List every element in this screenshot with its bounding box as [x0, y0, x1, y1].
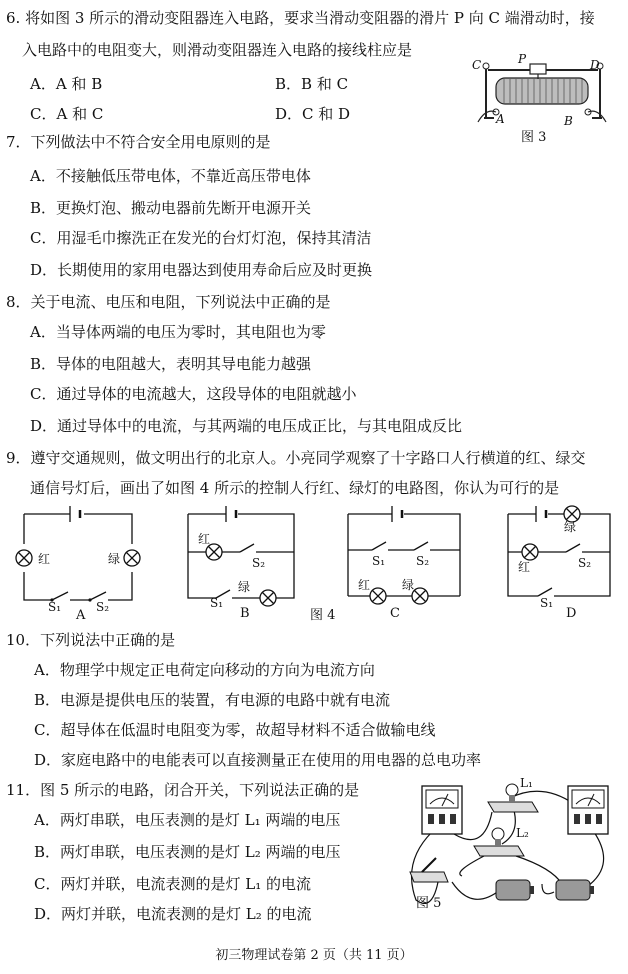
q9-stem-line2: 通信号灯后，画出了如图 4 所示的控制人行红、绿灯的电路图，你认为可行的是 — [30, 479, 560, 497]
q6-option-a: A．A 和 B — [30, 75, 103, 93]
rheostat-label-d: D — [590, 58, 600, 72]
q8-stem: 8．关于电流、电压和电阻，下列说法中正确的是 — [6, 293, 331, 311]
page-footer: 初三物理试卷第 2 页（共 11 页） — [215, 948, 413, 963]
circuit-a-diagram — [8, 504, 158, 624]
figure-4-circuits — [8, 504, 620, 624]
circuit-d-letter: D — [566, 606, 577, 621]
figure-3-caption: 图 3 — [521, 130, 547, 145]
circuit-c-green-label: 绿 — [402, 578, 415, 592]
figure-5-circuit — [392, 772, 622, 922]
q7-option-d: D．长期使用的家用电器达到使用寿命后应及时更换 — [30, 261, 373, 279]
circuit-c-red-label: 红 — [358, 578, 371, 592]
circuit-b-letter: B — [240, 606, 250, 621]
q11-option-a: A．两灯串联，电压表测的是灯 L₁ 两端的电压 — [34, 811, 341, 829]
rheostat-label-a: A — [496, 112, 505, 126]
q10-stem: 10．下列说法中正确的是 — [6, 631, 176, 649]
q7-stem: 7．下列做法中不符合安全用电原则的是 — [6, 133, 271, 151]
rheostat-label-p: P — [518, 52, 527, 66]
circuit-c-s1-label: S₁ — [372, 554, 386, 568]
rheostat-label-c: C — [472, 58, 482, 72]
q6-stem-line1: 6. 将如图 3 所示的滑动变阻器连入电路，要求当滑动变阻器的滑片 P 向 C 端滑动时，接 — [6, 9, 595, 27]
circuit-d-s2-label: S₂ — [578, 556, 592, 570]
q8-option-b: B．导体的电阻越大，表明其导电能力越强 — [30, 355, 312, 373]
circuit-c-diagram — [342, 504, 472, 624]
circuit-d-green-label: 绿 — [564, 520, 577, 534]
circuit-a-s1-label: S₁ — [48, 600, 62, 614]
q8-option-d: D．通过导体中的电流，与其两端的电压成正比，与其电阻成反比 — [30, 417, 463, 435]
q6-option-d: D．C 和 D — [275, 105, 351, 123]
q10-option-b: B．电源是提供电压的装置，有电源的电路中就有电流 — [34, 691, 391, 709]
circuit-a-red-label: 红 — [38, 552, 51, 566]
circuit-c-letter: C — [390, 606, 400, 621]
q11-stem: 11．图 5 所示的电路，闭合开关，下列说法正确的是 — [6, 781, 360, 799]
q7-option-c: C．用湿毛巾擦洗正在发光的台灯灯泡，保持其清洁 — [30, 229, 372, 247]
q10-option-c: C．超导体在低温时电阻变为零，故超导材料不适合做输电线 — [34, 721, 436, 739]
lamp-l1-label: L₁ — [520, 776, 533, 790]
circuit-a-s2-label: S₂ — [96, 600, 110, 614]
q8-option-c: C．通过导体的电流越大，这段导体的电阻就越小 — [30, 385, 357, 403]
q6-stem-line2: 入电路中的电阻变大，则滑动变阻器连入电路的接线柱应是 — [22, 41, 413, 59]
circuit-a-letter: A — [76, 608, 86, 623]
circuit-b-red-label: 红 — [198, 532, 211, 546]
q11-option-d: D．两灯并联，电流表测的是灯 L₂ 的电流 — [34, 905, 312, 923]
q10-option-d: D．家庭电路中的电能表可以直接测量正在使用的用电器的总电功率 — [34, 751, 482, 769]
q6-option-b: B．B 和 C — [275, 75, 349, 93]
rheostat-label-b: B — [564, 114, 573, 128]
q7-option-a: A．不接触低压带电体，不靠近高压带电体 — [30, 167, 311, 185]
circuit-b-s2-label: S₂ — [252, 556, 266, 570]
q7-option-b: B．更换灯泡、搬动电器前先断开电源开关 — [30, 199, 312, 217]
circuit-d-red-label: 红 — [518, 560, 531, 574]
q11-option-c: C．两灯并联，电流表测的是灯 L₁ 的电流 — [34, 875, 311, 893]
q8-option-a: A．当导体两端的电压为零时，其电阻也为零 — [30, 323, 326, 341]
q9-stem-line1: 9．遵守交通规则，做文明出行的北京人。小亮同学观察了十字路口人行横道的红、绿交 — [6, 449, 586, 467]
circuit-a-green-label: 绿 — [108, 552, 121, 566]
circuit-d-s1-label: S₁ — [540, 596, 554, 610]
q6-option-c: C．A 和 C — [30, 105, 104, 123]
figure-3-rheostat — [466, 52, 616, 152]
circuit-b-green-label: 绿 — [238, 580, 251, 594]
q10-option-a: A．物理学中规定正电荷定向移动的方向为电流方向 — [34, 661, 375, 679]
q11-option-b: B．两灯串联，电压表测的是灯 L₂ 两端的电压 — [34, 843, 341, 861]
lamp-l2-label: L₂ — [516, 826, 529, 840]
circuit-c-s2-label: S₂ — [416, 554, 430, 568]
figure-5-caption: 图 5 — [416, 896, 442, 911]
circuit-b-s1-label: S₁ — [210, 596, 224, 610]
figure-4-caption: 图 4 — [310, 608, 336, 623]
